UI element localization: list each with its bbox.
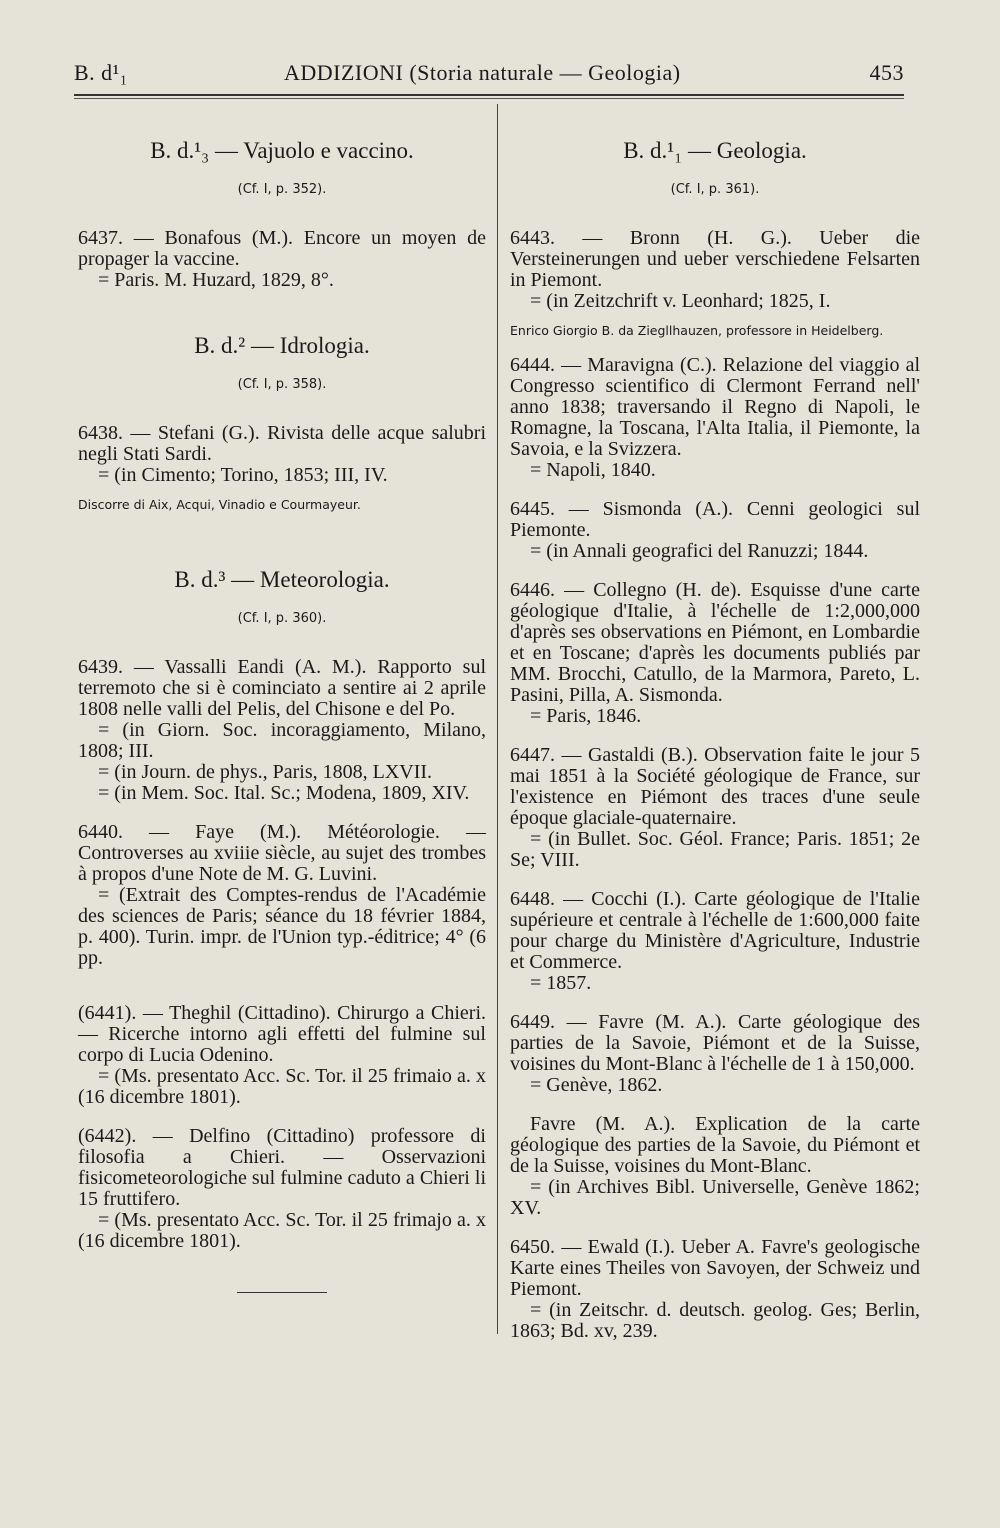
entry-publication: = (Extrait des Comptes-rendus de l'Académie des sciences de Paris; séance du 18 février 1884, p. 400). Turin. impr. de l'Union typ.-éditrice; 4° (6 pp. — [78, 884, 486, 969]
entry-text: 6443. — Bronn (H. G.). Ueber die Versteinerungen und ueber verschiedene Felsarten in Piemont. — [510, 227, 920, 291]
entry-text: 6445. — Sismonda (A.). Cenni geologici sul Piemonte. — [510, 498, 920, 541]
entry-text: 6437. — Bonafous (M.). Encore un moyen de propager la vaccine. — [78, 227, 486, 270]
entry-text: 6449. — Favre (M. A.). Carte géologique des parties de la Savoie, Piémont et de la Suisse, voisines du Mont-Blanc à l'échelle de 1 à 150,000. — [510, 1011, 920, 1075]
bib-entry-6437 — [78, 228, 486, 291]
section-heading-idrologia: B. d.² — Idrologia. — [194, 333, 370, 358]
cross-reference: (Cf. I, p. 360). — [237, 611, 327, 626]
entry-text: 6448. — Cocchi (I.). Carte géologique de l'Italie supérieure et centrale à l'échelle de 1:600,000 faite pour charge du Ministère d'Agriculture, Industrie et Commerce. — [510, 888, 920, 973]
bib-entry-6440 — [78, 822, 486, 969]
bib-entry-6443 — [510, 228, 920, 312]
entry-publication: = (in Archives Bibl. Universelle, Genève 1862; XV. — [510, 1176, 920, 1219]
entry-note: Discorre di Aix, Acqui, Vinadio e Courmayeur. — [78, 497, 361, 512]
entry-publication: = Paris. M. Huzard, 1829, 8°. — [98, 269, 334, 291]
bib-entry-6442 — [78, 1126, 486, 1252]
bib-entry-6441 — [78, 1003, 486, 1108]
bib-entry-6438 — [78, 423, 486, 486]
entry-text: 6450. — Ewald (I.). Ueber A. Favre's geologische Karte eines Theiles von Savoyen, der Schweiz und Piemont. — [510, 1236, 920, 1300]
entry-text: 6447. — Gastaldi (B.). Observation faite le jour 5 mai 1851 à la Société géologique de France, sur l'existence en Piémont des traces d'une seule époque glaciale-quaternaire. — [510, 744, 920, 829]
bib-entry-6447 — [510, 745, 920, 871]
bib-entry-6449 — [510, 1012, 920, 1096]
cross-reference: (Cf. I, p. 361). — [670, 182, 760, 197]
header-section-code: B. d¹₁ — [74, 60, 128, 85]
bib-entry-6448 — [510, 889, 920, 994]
entry-publication: = Napoli, 1840. — [530, 459, 656, 481]
entry-note: Enrico Giorgio B. da Ziegllhauzen, professore in Heidelberg. — [510, 323, 884, 338]
header-rule — [74, 94, 904, 96]
entry-publication: = (in Cimento; Torino, 1853; III, IV. — [98, 464, 388, 486]
entry-publication: = Paris, 1846. — [530, 705, 642, 727]
entry-publication: = (in Zeitzchrift v. Leonhard; 1825, I. — [530, 290, 831, 312]
entry-text: Favre (M. A.). Explication de la carte géologique des parties de la Savoie, du Piémont et de la Suisse, voisines du Mont-Blanc. — [510, 1113, 920, 1177]
section-heading-geologia: B. d.¹₁ — Geologia. — [623, 138, 807, 163]
right-column — [510, 130, 920, 1346]
page-number: 453 — [869, 60, 904, 85]
bib-entry-6445 — [510, 499, 920, 562]
bib-entry-6444 — [510, 355, 920, 481]
header-title: ADDIZIONI (Storia naturale — Geologia) — [284, 60, 681, 85]
entry-publication: = (in Giorn. Soc. incoraggiamento, Milano, 1808; III. — [78, 719, 486, 762]
entry-text: 6440. — Faye (M.). Météorologie. — Controverses au xviiie siècle, au sujet des trombes à propos d'une Note de M. G. Luvini. — [78, 821, 486, 885]
header-rule-thin — [74, 98, 904, 99]
entry-text: (6442). — Delfino (Cittadino) professore di filosofia a Chieri. — Osservazioni fisicometeorologiche sul fulmine caduto a Chieri li 15 fruttifero. — [78, 1125, 486, 1210]
entry-publication: = Genève, 1862. — [530, 1074, 663, 1096]
entry-publication: = (in Bullet. Soc. Géol. France; Paris. 1851; 2e Se; VIII. — [510, 828, 920, 871]
bib-entry-6439 — [78, 657, 486, 804]
left-column — [78, 130, 486, 1293]
entry-publication: = (in Journ. de phys., Paris, 1808, LXVII. — [98, 761, 433, 783]
entry-text: 6446. — Collegno (H. de). Esquisse d'une carte géologique d'Italie, à l'échelle de 1:2,000,000 d'après ses observations en Piémont, en Lombardie et en Toscane; d'après les documents publiés par MM. Brocchi, Catullo, de la Marmora, Pareto, L. Pasini, Pilla, A. Sismonda. — [510, 579, 920, 706]
entry-text: 6438. — Stefani (G.). Rivista delle acque salubri negli Stati Sardi. — [78, 422, 486, 465]
end-rule — [237, 1292, 327, 1293]
entry-publication: = (Ms. presentato Acc. Sc. Tor. il 25 frimajo a. x (16 dicembre 1801). — [78, 1209, 486, 1252]
bib-entry-6450 — [510, 1237, 920, 1342]
cross-reference: (Cf. I, p. 352). — [237, 182, 327, 197]
entry-text: 6439. — Vassalli Eandi (A. M.). Rapporto sul terremoto che si è cominciato a sentire ai 2 aprile 1808 nelle valli del Pelis, del Chisone e del Po. — [78, 656, 486, 720]
bib-entry-6449-explication — [510, 1114, 920, 1219]
entry-publication: = (in Mem. Soc. Ital. Sc.; Modena, 1809, XIV. — [98, 782, 470, 804]
entry-publication: = (in Annali geografici del Ranuzzi; 1844. — [530, 540, 869, 562]
entry-text: 6444. — Maravigna (C.). Relazione del viaggio al Congresso scientifico di Clermont Ferrand nell' anno 1838; traversando il Regno di Napoli, le Romagne, la Toscana, l'Alta Italia, il Piemonte, la Savoia, e la Svizzera. — [510, 354, 920, 460]
bib-entry-6446 — [510, 580, 920, 727]
entry-publication: = (Ms. presentato Acc. Sc. Tor. il 25 frimaio a. x (16 dicembre 1801). — [78, 1065, 486, 1108]
section-heading-meteorologia: B. d.³ — Meteorologia. — [174, 567, 390, 592]
entry-text: (6441). — Theghil (Cittadino). Chirurgo a Chieri. — Ricerche intorno agli effetti del fulmine sul corpo di Lucia Odenino. — [78, 1002, 486, 1066]
entry-publication: = 1857. — [530, 972, 592, 994]
cross-reference: (Cf. I, p. 358). — [237, 377, 327, 392]
column-divider — [497, 104, 498, 1334]
section-heading-vajuolo: B. d.¹₃ — Vajuolo e vaccino. — [150, 138, 414, 163]
entry-publication: = (in Zeitschr. d. deutsch. geolog. Ges; Berlin, 1863; Bd. xv, 239. — [510, 1299, 920, 1342]
